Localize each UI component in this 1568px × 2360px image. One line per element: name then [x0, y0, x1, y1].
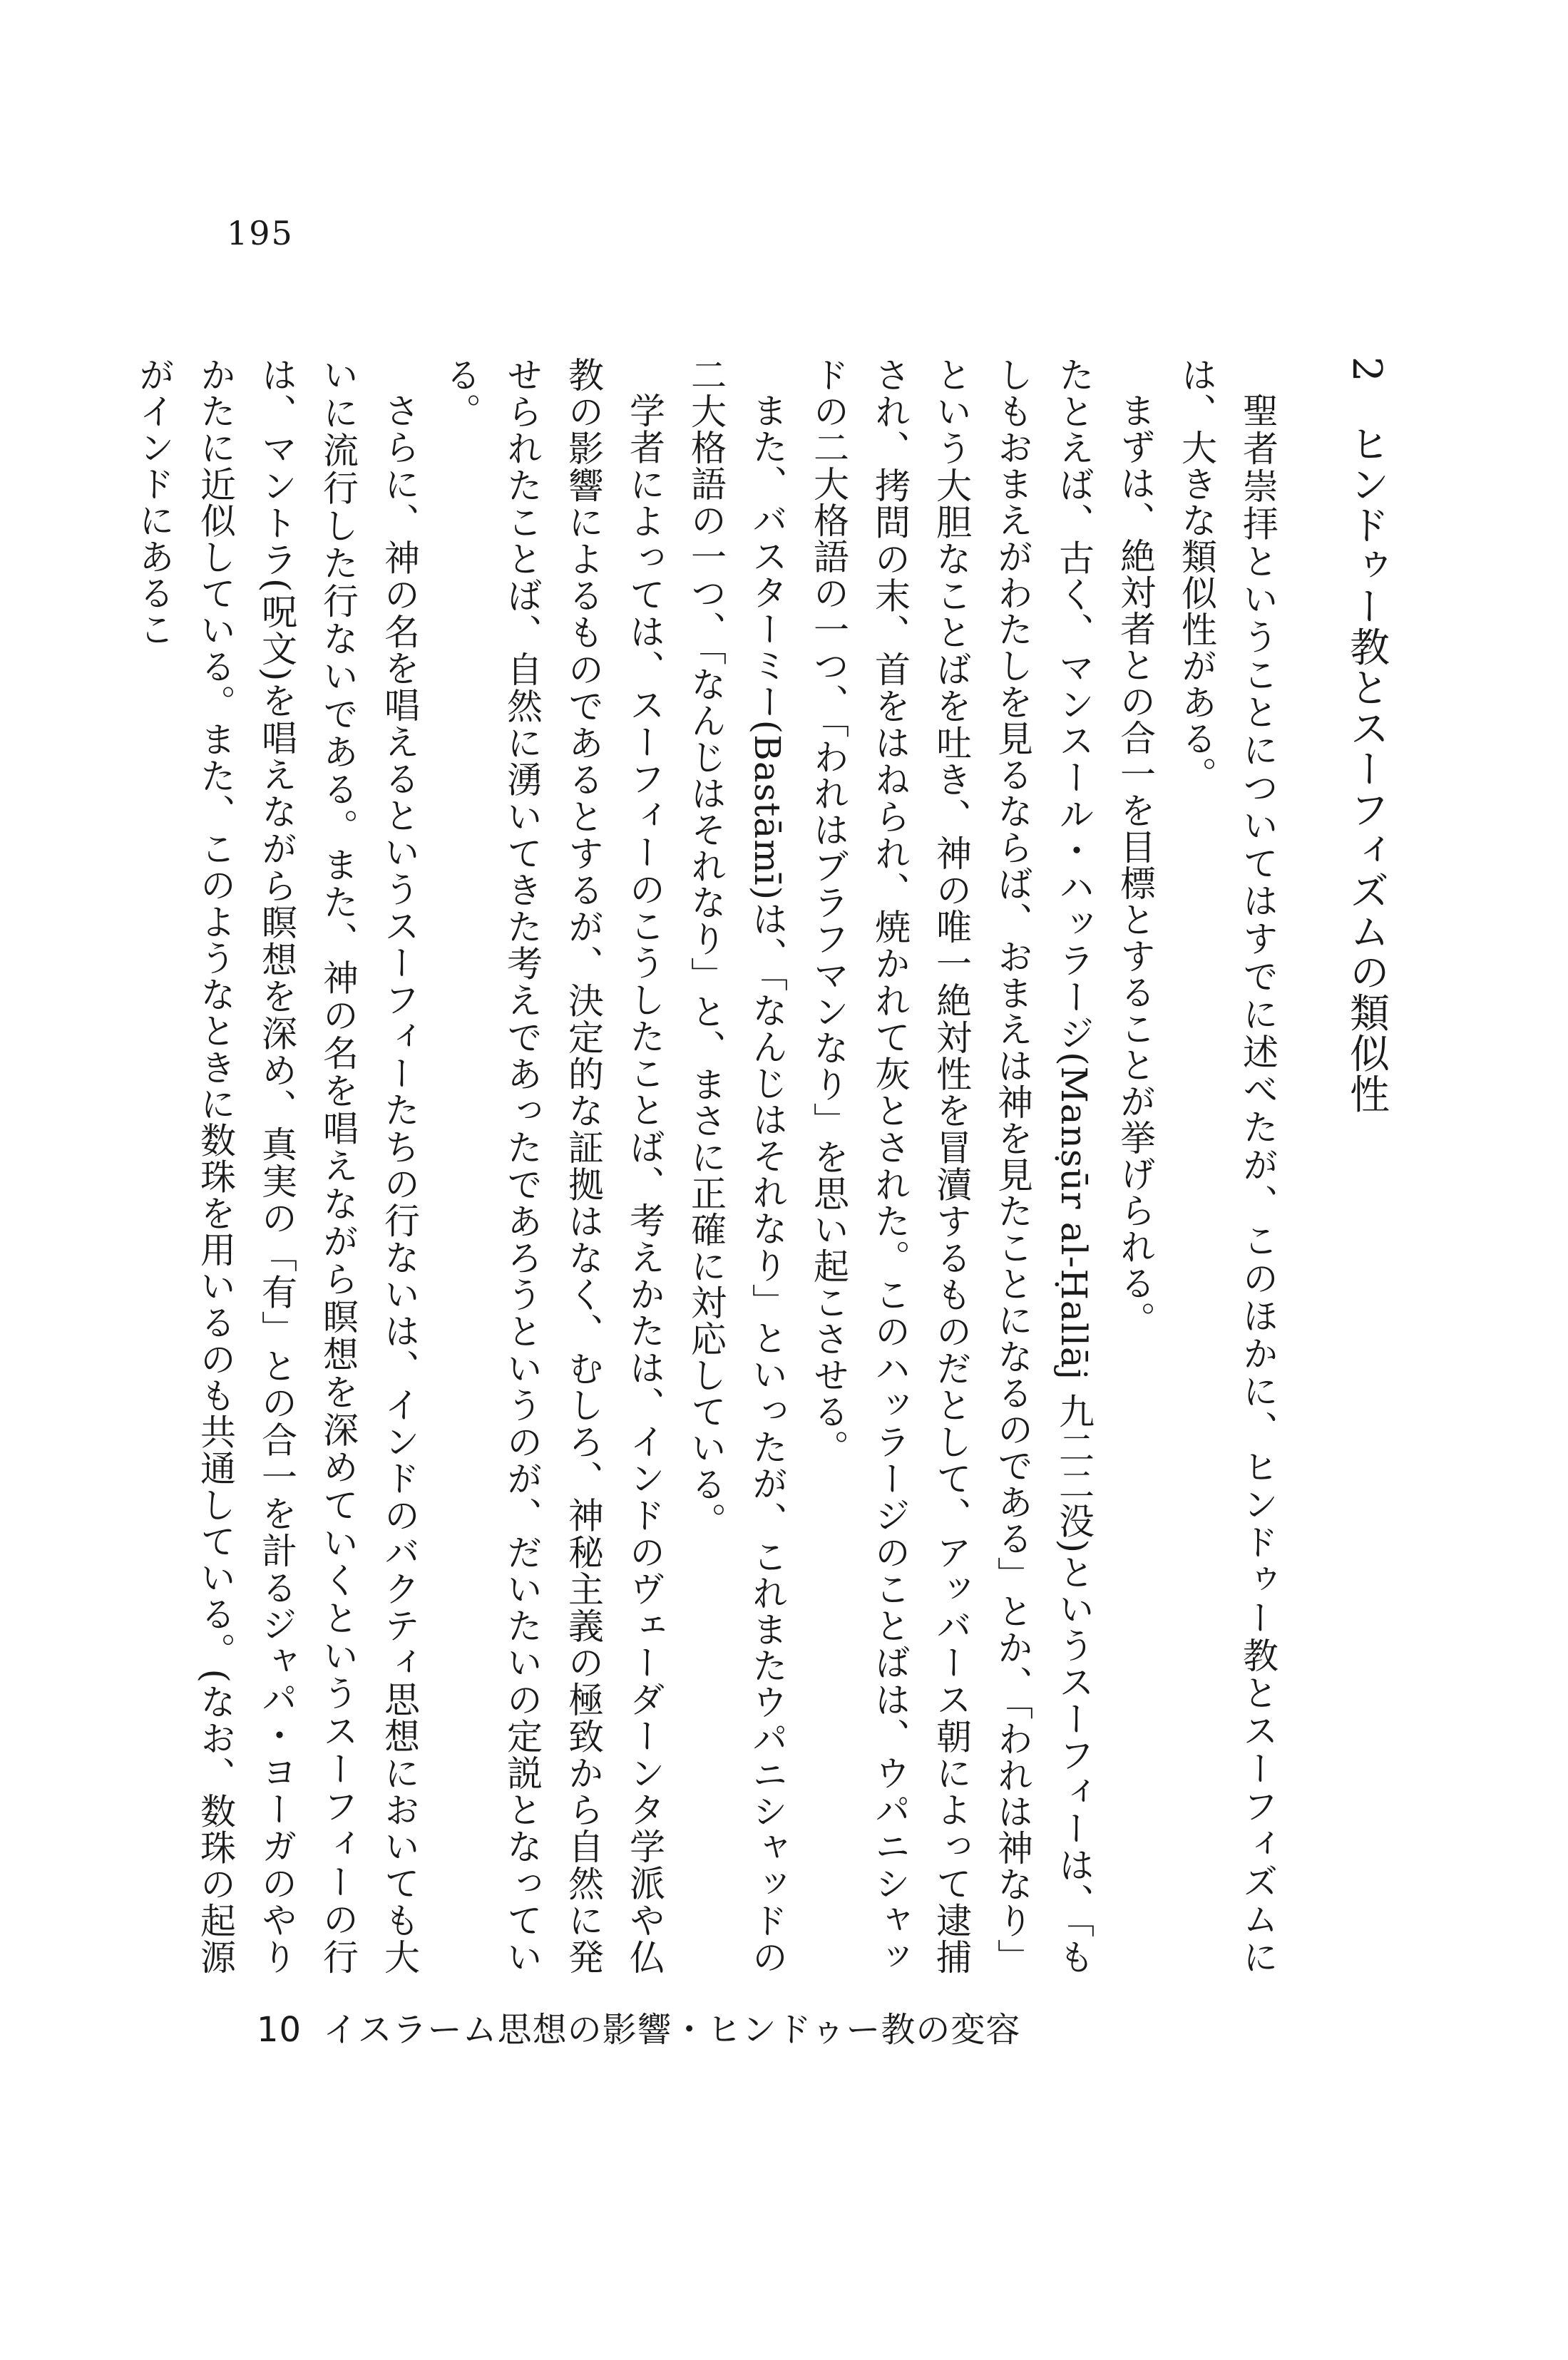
paragraph: また、バスターミー(Bastāmī)は、「なんじはそれなり」といったが、これまたウパニシャッドの二大格語の一つ、「なんじはそれなり」と、まさに正確に対応している。	[685, 356, 788, 1975]
section-number: 2	[1343, 356, 1390, 383]
paragraph: 学者によっては、スーフィーのこうしたことば、考えかたは、インドのヴェーダーンタ学派や仏教の影響によるものであるとするが、決定的な証拠はなく、むしろ、神秘主義の極致から自然に発せられたことば、自然に湧いてきた考えであったであろうというのが、だいたいの定説となっている。	[440, 356, 665, 1975]
section-title: ヒンドゥー教とスーフィズムの類似性	[1343, 423, 1390, 1114]
chapter-number: 10	[257, 2010, 302, 2050]
chapter-title: イスラーム思想の影響・ヒンドゥー教の変容	[323, 2010, 1021, 2050]
paragraph: たとえば、古く、マンスール・ハッラージ(Manṣūr al-Ḥallāj 九二二没)というスーフィーは、「もしもおまえがわたしを見るならば、おまえは神を見たことになるのである」とか、「われは神なり」という大胆なことばを吐き、神の唯一絶対性を冒瀆するものだとして、アッバース朝によって逮捕され、拷問の末、首をはねられ、焼かれて灰とされた。このハッラージのことばは、ウパニシャッドの二大格語の一つ、「われはブラフマンなり」を思い起こさせる。	[808, 356, 1095, 1975]
paragraph: さらに、神の名を唱えるというスーフィーたちの行ないは、インドのバクティ思想においても大いに流行した行ないである。また、神の名を唱えながら瞑想を深めていくというスーフィーの行は、マントラ(呪文)を唱えながら瞑想を深め、真実の「有」との合一を計るジャパ・ヨーガのやりかたに近似している。また、このようなときに数珠を用いるのも共通している。(なお、数珠の起源がインドにあるこ	[133, 356, 420, 1975]
running-footer	[257, 2002, 1020, 2051]
page-number: 195	[227, 214, 294, 252]
paragraph: 聖者崇拝ということについてはすでに述べたが、このほかに、ヒンドゥー教とスーフィズムには、大きな類似性がある。	[1176, 356, 1279, 1975]
paragraph: まずは、絶対者との合一を目標とすることが挙げられる。	[1114, 392, 1156, 1338]
section-heading	[1336, 356, 1397, 1975]
body-text	[123, 356, 1397, 1975]
